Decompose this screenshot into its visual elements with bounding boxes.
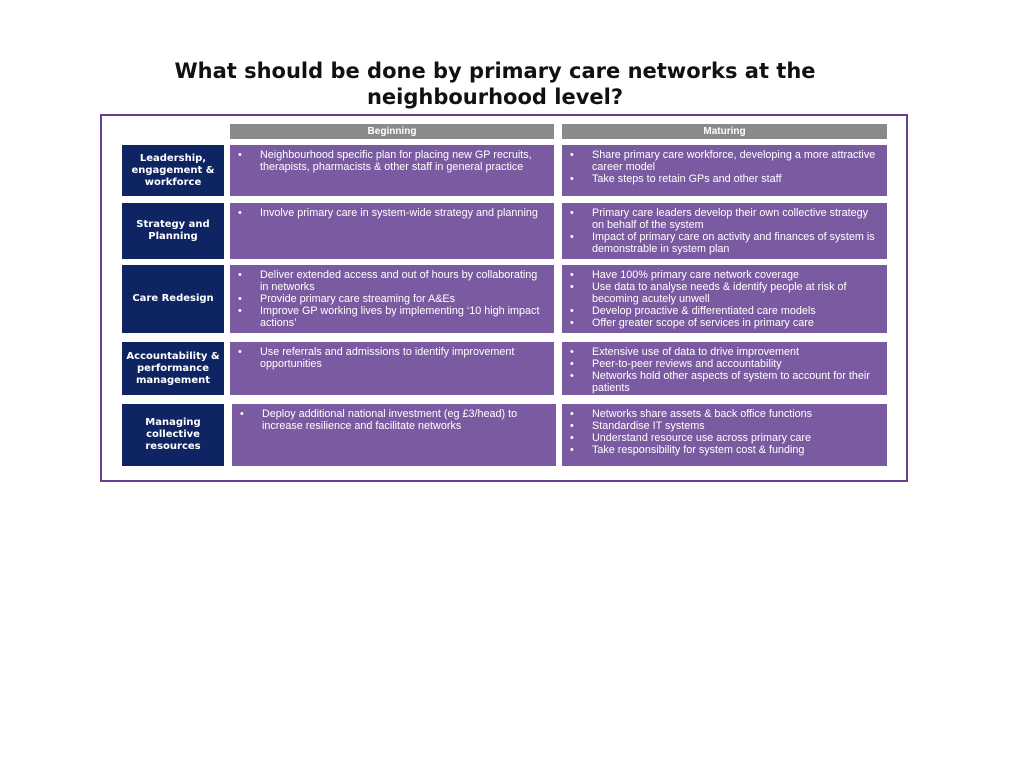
title-line-1: What should be done by primary care networks at the — [174, 59, 816, 83]
cell-strategy-maturing — [562, 203, 887, 259]
list-item: • Standardise IT systems — [570, 420, 881, 432]
list-item: • Develop proactive & differentiated care models — [570, 305, 881, 317]
list-item: • Share primary care workforce, developing a more attractive career model — [570, 149, 881, 173]
list-item: • Understand resource use across primary care — [570, 432, 881, 444]
cell-leadership-maturing — [562, 145, 887, 196]
list-item: • Deploy additional national investment (eg £3/head) to increase resilience and facilitate networks — [240, 408, 550, 432]
row-label-resources: Managing collective resources — [122, 404, 224, 466]
cell-resources-beginning — [232, 404, 556, 466]
list-item: • Networks share assets & back office functions — [570, 408, 881, 420]
row-label-care-redesign: Care Redesign — [122, 265, 224, 333]
title-line-2: neighbourhood level? — [366, 85, 624, 109]
list-item: • Improve GP working lives by implementing ‘10 high impact actions’ — [238, 305, 548, 329]
cell-care-redesign-beginning — [230, 265, 554, 333]
cell-accountability-beginning — [230, 342, 554, 395]
row-label-strategy: Strategy and Planning — [122, 203, 224, 259]
list-item: • Neighbourhood specific plan for placing new GP recruits, therapists, pharmacists & other staff in general practice — [238, 149, 548, 173]
row-label-leadership: Leadership, engagement & workforce — [122, 145, 224, 196]
list-item: • Use referrals and admissions to identify improvement opportunities — [238, 346, 548, 370]
cell-accountability-maturing — [562, 342, 887, 395]
list-item: • Extensive use of data to drive improvement — [570, 346, 881, 358]
list-item: • Use data to analyse needs & identify people at risk of becoming acutely unwell — [570, 281, 881, 305]
column-header-beginning: Beginning — [230, 124, 554, 139]
list-item: • Offer greater scope of services in primary care — [570, 317, 881, 329]
list-item: • Take steps to retain GPs and other staff — [570, 173, 881, 185]
cell-strategy-beginning — [230, 203, 554, 259]
cell-leadership-beginning — [230, 145, 554, 196]
list-item: • Primary care leaders develop their own collective strategy on behalf of the system — [570, 207, 881, 231]
page-title — [100, 58, 890, 110]
cell-resources-maturing — [562, 404, 887, 466]
list-item: • Have 100% primary care network coverage — [570, 269, 881, 281]
list-item: • Deliver extended access and out of hours by collaborating in networks — [238, 269, 548, 293]
cell-care-redesign-maturing — [562, 265, 887, 333]
list-item: • Impact of primary care on activity and finances of system is demonstrable in system plan — [570, 231, 881, 255]
column-header-maturing: Maturing — [562, 124, 887, 139]
row-label-accountability: Accountability & performance management — [122, 342, 224, 395]
list-item: • Involve primary care in system-wide strategy and planning — [238, 207, 548, 219]
list-item: • Provide primary care streaming for A&Es — [238, 293, 548, 305]
list-item: • Take responsibility for system cost & funding — [570, 444, 881, 456]
list-item: • Networks hold other aspects of system to account for their patients — [570, 370, 881, 394]
list-item: • Peer-to-peer reviews and accountability — [570, 358, 881, 370]
